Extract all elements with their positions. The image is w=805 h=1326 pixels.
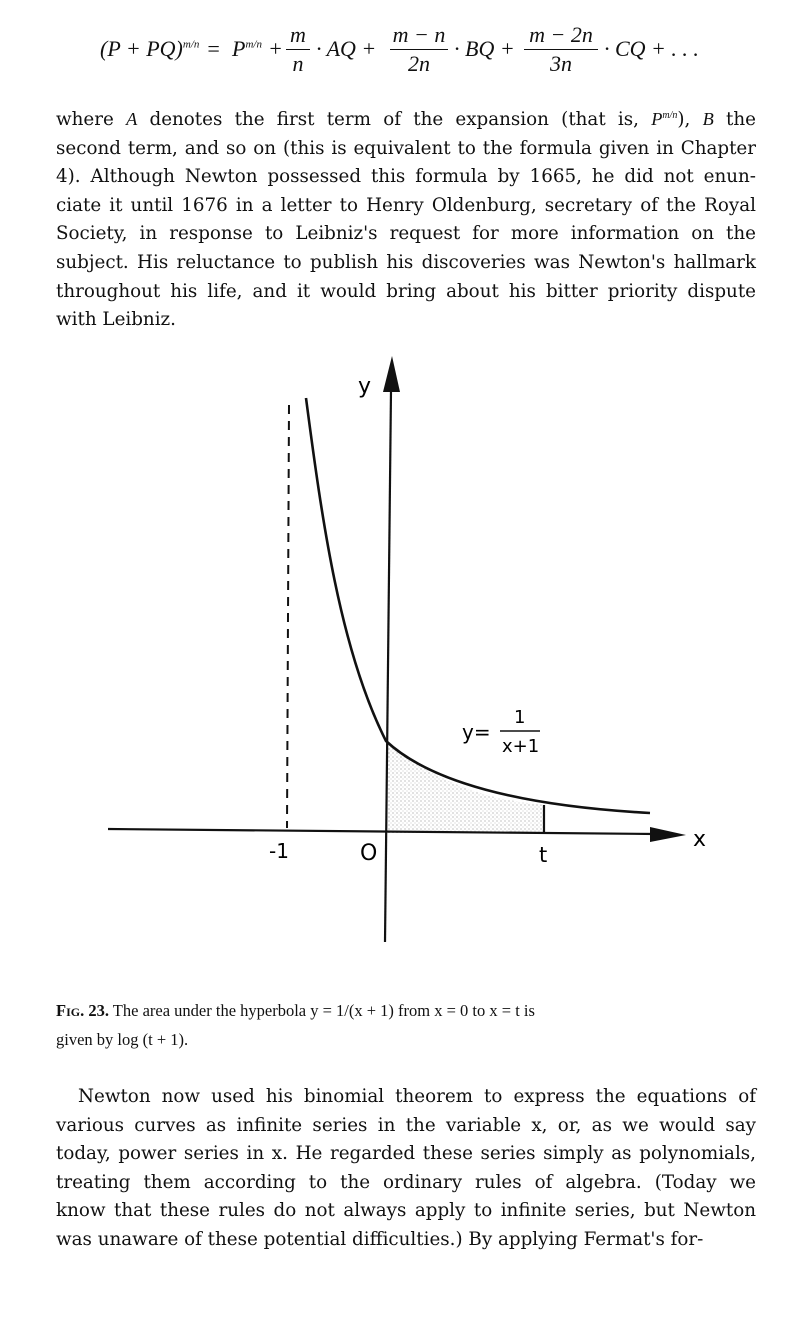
curve-equation-numerator: 1 — [514, 707, 526, 728]
paragraph-1-line-6: subject. His reluctance to publish his discoveries was Newton's hallmark — [56, 252, 756, 274]
formula-fraction-1: m n — [286, 22, 310, 77]
y-axis-label: y — [358, 374, 372, 399]
paragraph-1-line-3: 4). Although Newton possessed this formula by 1665, he did not enun- — [56, 166, 756, 188]
paragraph-2-line-1: Newton now used his binomial theorem to express the equations of — [78, 1086, 756, 1107]
formula-fraction-2: m − n 2n — [390, 22, 448, 77]
formula-term3: · BQ + — [454, 36, 515, 61]
paragraph-2-line-5: know that these rules do not always apply to infinite series, but Newton — [56, 1200, 756, 1222]
paragraph-2-line-6: was unaware of these potential difficulties.) By applying Fermat's for- — [56, 1228, 704, 1250]
curve-equation-denominator: x+1 — [502, 736, 540, 757]
binomial-formula — [100, 22, 740, 82]
minus-one-label: -1 — [269, 839, 289, 863]
caption-figure-number: Fig. 23. — [56, 1001, 109, 1020]
formula-fraction-3: m − 2n 3n — [524, 22, 598, 77]
formula-lhs: (P + PQ)$^{m/n}$ — [100, 36, 200, 61]
y-axis-arrow — [383, 356, 400, 392]
asymptote-dashed-line — [287, 405, 289, 828]
formula-plus: + — [268, 36, 283, 61]
paragraph-1-line-1: where A denotes the first term of the expansion (that is, $P^{m/n}$), B the — [56, 109, 756, 131]
paragraph-1-line-4: ciate it until 1676 in a letter to Henry Oldenburg, secretary of the Royal — [56, 194, 756, 216]
hyperbola-figure — [0, 340, 805, 960]
x-axis — [108, 829, 655, 834]
formula-equals: = — [206, 36, 221, 61]
formula-term2: · AQ + — [316, 36, 377, 61]
paragraph-2-line-4: treating them according to the ordinary rules of algebra. (Today we — [56, 1171, 756, 1193]
paragraph-1-line-5: Society, in response to Leibniz's request for more information on the — [56, 223, 756, 245]
x-axis-label: x — [693, 827, 707, 852]
paragraph-1 — [56, 102, 756, 335]
paragraph-2 — [56, 1083, 756, 1255]
paragraph-1-line-2: second term, and so on (this is equivalent to the formula given in Chapter — [56, 137, 756, 159]
formula-term1: $P^{m/n}$ — [232, 36, 262, 61]
hyperbola-curve — [306, 398, 650, 813]
y-axis — [385, 390, 391, 942]
paragraph-1-line-8: with Leibniz. — [56, 309, 176, 331]
paragraph-1-line-7: throughout his life, and it would bring about his bitter priority dispute — [56, 280, 756, 302]
origin-label: O — [360, 841, 378, 866]
paragraph-2-line-3: today, power series in x. He regarded these series simply as polynomials, — [56, 1143, 756, 1165]
figure-caption — [56, 996, 756, 1054]
x-axis-arrow — [650, 827, 686, 842]
t-label: t — [539, 843, 548, 867]
caption-line-2: given by log (t + 1). — [56, 1030, 189, 1049]
paragraph-2-line-2: various curves as infinite series in the variable x, or, as we would say — [56, 1114, 756, 1136]
formula-term4: · CQ + . . . — [604, 36, 699, 61]
curve-equation-y: y= — [462, 720, 491, 744]
caption-line-1: Fig. 23. The area under the hyperbola y = 1/(x + 1) from x = 0 to x = t is — [56, 1001, 535, 1020]
